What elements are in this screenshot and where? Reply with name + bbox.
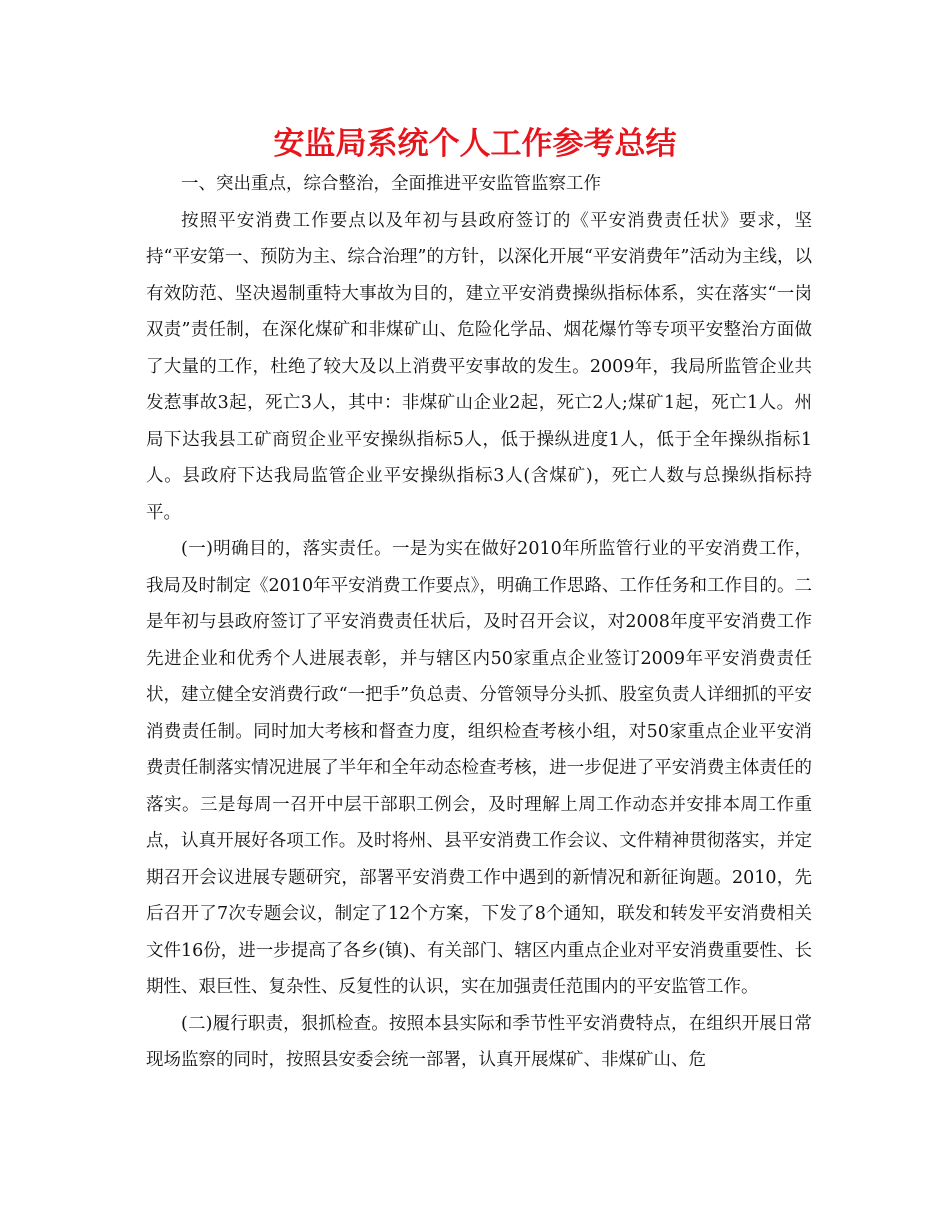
document-body [146,166,812,1079]
section-heading: 一、突出重点，综合整治，全面推进平安监管监察工作 [181,174,601,194]
paragraph: (二)履行职责，狠抓检查。按照本县实际和季节性平安消费特点，在组织开展日常现场监察的同时，按照县安委会统一部署，认真开展煤矿、非煤矿山、危 [146,1013,812,1070]
paragraph: 按照平安消费工作要点以及年初与县政府签订的《平安消费责任状》要求，坚持“平安第一、预防为主、综合治理”的方针，以深化开展“平安消费年”活动为主线，以有效防范、坚决遏制重特大事故为目的，建立平安消费操纵指标体系，实在落实“一岗双责”责任制，在深化煤矿和非煤矿山、危险化学品、烟花爆竹等专项平安整治方面做了大量的工作，杜绝了较大及以上消费平安事故的发生。2009年，我局所监管企业共发惹事故3起，死亡3人，其中：非煤矿山企业2起，死亡2人;煤矿1起，死亡1人。州局下达我县工矿商贸企业平安操纵指标5人，低于操纵进度1人，低于全年操纵指标1人。县政府下达我局监管企业平安操纵指标3人(含煤矿)，死亡人数与总操纵指标持平。 [146,210,812,523]
paragraph: (一)明确目的，落实责任。一是为实在做好2010年所监管行业的平安消费工作，我局及时制定《2010年平安消费工作要点》，明确工作思路、工作任务和工作目的。二是年初与县政府签订了平安消费责任状后，及时召开会议，对2008年度平安消费工作先进企业和优秀个人进展表彰，并与辖区内50家重点企业签订2009年平安消费责任状，建立健全安消费行政“一把手”负总责、分管领导分头抓、股室负责人详细抓的平安消费责任制。同时加大考核和督查力度，组织检查考核小组，对50家重点企业平安消费责任制落实情况进展了半年和全年动态检查考核，进一步促进了平安消费主体责任的落实。三是每周一召开中层干部职工例会，及时理解上周工作动态并安排本周工作重点，认真开展好各项工作。及时将州、县平安消费工作会议、文件精神贯彻落实，并定期召开会议进展专题研究，部署平安消费工作中遇到的新情况和新征询题。2010，先后召开了7次专题会议，制定了12个方案，下发了8个通知，联发和转发平安消费相关文件16份，进一步提高了各乡(镇)、有关部门、辖区内重点企业对平安消费重要性、长期性、艰巨性、复杂性、反复性的认识，实在加强责任范围内的平安监管工作。 [146,539,812,997]
document-title: 安监局系统个人工作参考总结 [273,126,677,162]
